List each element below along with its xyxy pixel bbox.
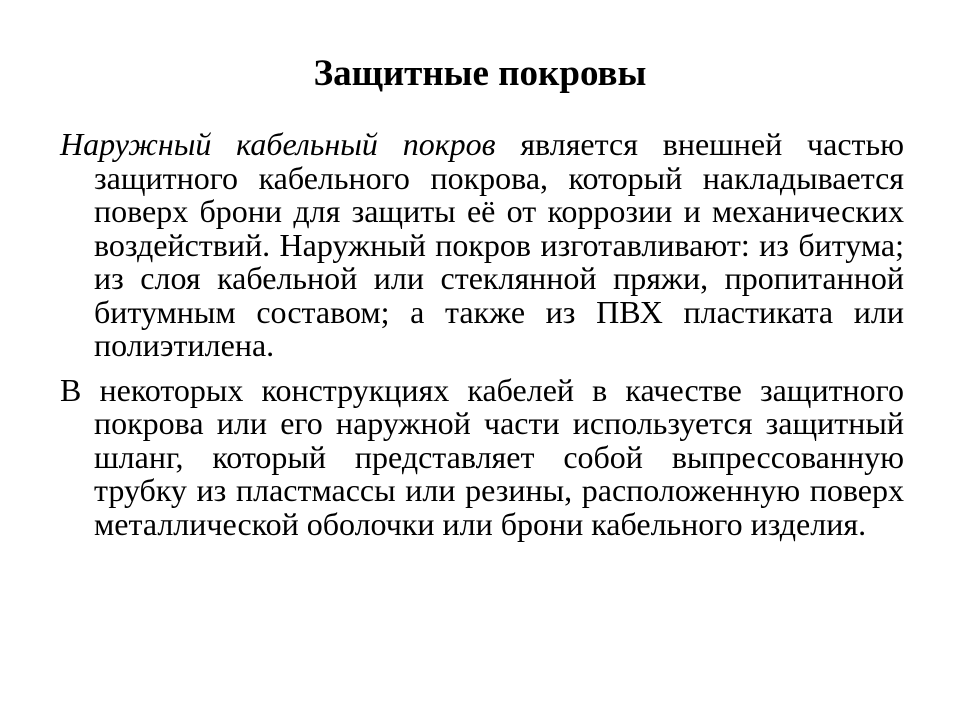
term-outer-cable-covering: Наружный кабельный покров (60, 126, 496, 162)
slide-title: Защитные покровы (313, 53, 647, 94)
paragraph-text: В некоторых конструкциях кабелей в качестве защитного покрова или его наружной части используется защитный шланг, который представляет собой выпрессованную трубку из пластмассы или резины, расположенную поверх металлической оболочки или брони кабельного изделия. (60, 371, 904, 542)
paragraph-outer-covering (60, 128, 904, 363)
paragraph-protective-hose (60, 371, 904, 542)
paragraph-text: является внешней частью защитного кабельного покрова, который накладывается поверх брони для защиты её от коррозии и механических воздействий. Наружный покров изготавливают: из битума; из слоя кабельной или стеклянной пряжи, пропитанной битумным составом; а также из ПВХ пластиката или полиэтилена. (94, 126, 905, 363)
slide-body (60, 128, 904, 541)
